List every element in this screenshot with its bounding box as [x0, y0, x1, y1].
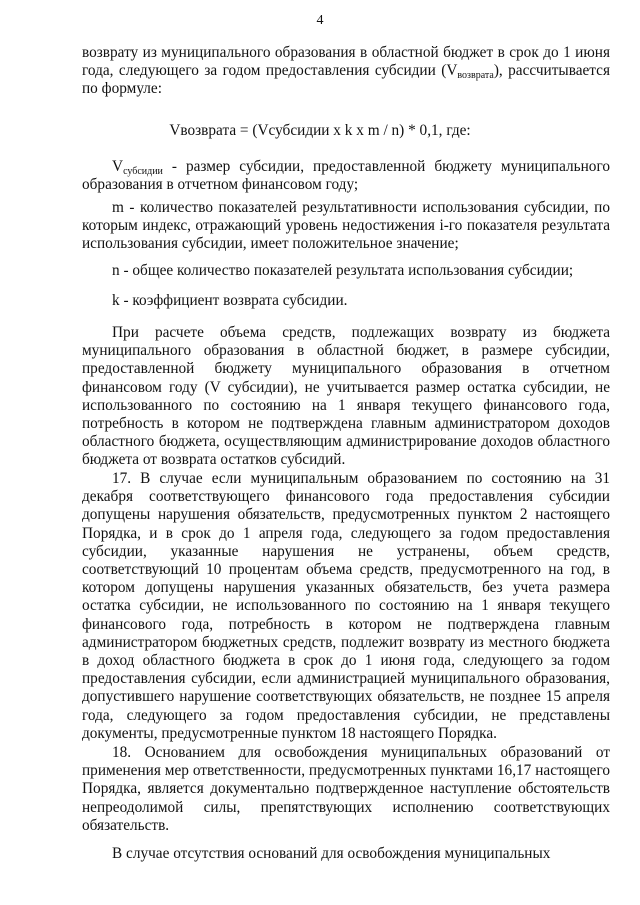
paragraph-calculation: При расчете объема средств, подлежащих возврату из бюджета муниципального образования в областной бюджет, в размере субсидии, предоставленной бюджету муниципального образования в отчетном финансовом году (V субсидии), не учитывается размер остатка субсидии, не использованного по состоянию на 1 января текущего финансового года, потребность в котором не подтверждена главным администратором доходов областного бюджета, осуществляющим администрирование доходов областного бюджета от возврата остатков субсидий. [82, 324, 610, 469]
definition-m: m - количество показателей результативности использования субсидии, по которым индекс, отражающий уровень недостижения i-го показателя результата использования субсидии, имеет положительное значение; [82, 199, 610, 253]
vsub-symbol: V [112, 158, 124, 175]
paragraph-18: 18. Основанием для освобождения муниципальных образований от применения мер ответственности, предусмотренных пунктами 16,17 настоящего Порядка, является документально подтвержденное наступление обстоятельств непреодолимой силы, препятствующих исполнению соответствующих обязательств. [82, 744, 610, 834]
intro-subscript: возврата [457, 70, 494, 82]
definition-v-subsidy [82, 158, 610, 194]
formula: Vвозврата = (Vсубсидии x k x m / n) * 0,1, где: [169, 122, 471, 139]
vsub-subscript: субсидии [123, 166, 163, 177]
definition-n: n - общее количество показателей результата использования субсидии; [112, 262, 574, 279]
definition-k: k - коэффициент возврата субсидии. [112, 292, 348, 309]
vsub-text: - размер субсидии, предоставленной бюджету муниципального образования в отчетном финансовом году; [82, 158, 610, 194]
paragraph-17: 17. В случае если муниципальным образованием по состоянию на 31 декабря соответствующего финансового года предоставления субсидии допущены нарушения обязательств, предусмотренных пунктом 2 настоящего Порядка, и в срок до 1 апреля года, следующего за годом предоставления субсидии, указанные нарушения не устранены, объем средств, соответствующий 10 процентам объема средств, предусмотренного на год, в котором допущены нарушения указанных обязательств, без учета размера остатка субсидии, не использованного по состоянию на 1 января текущего финансового года, потребность в котором не подтверждена главным администратором бюджетных средств, подлежит возврату из местного бюджета в доход областного бюджета в срок до 1 июня года, следующего за годом предоставления субсидии, если администрацией муниципального образования, допустившего нарушение соответствующих обязательств, не позднее 15 апреля года, следующего за годом предоставления субсидии, не представлены документы, предусмотренные пунктом 18 настоящего Порядка. [82, 470, 610, 742]
intro-paragraph [82, 44, 610, 99]
page-number: 4 [316, 13, 324, 28]
intro-text-1: возврату из муниципального образования в областной бюджет в срок до 1 июня года, следующего за годом предоставления субсидии (V [82, 44, 610, 80]
intro-text-2: ), рассчитывается по формуле: [82, 62, 610, 98]
paragraph-last: В случае отсутствия оснований для освобождения муниципальных [112, 845, 551, 862]
